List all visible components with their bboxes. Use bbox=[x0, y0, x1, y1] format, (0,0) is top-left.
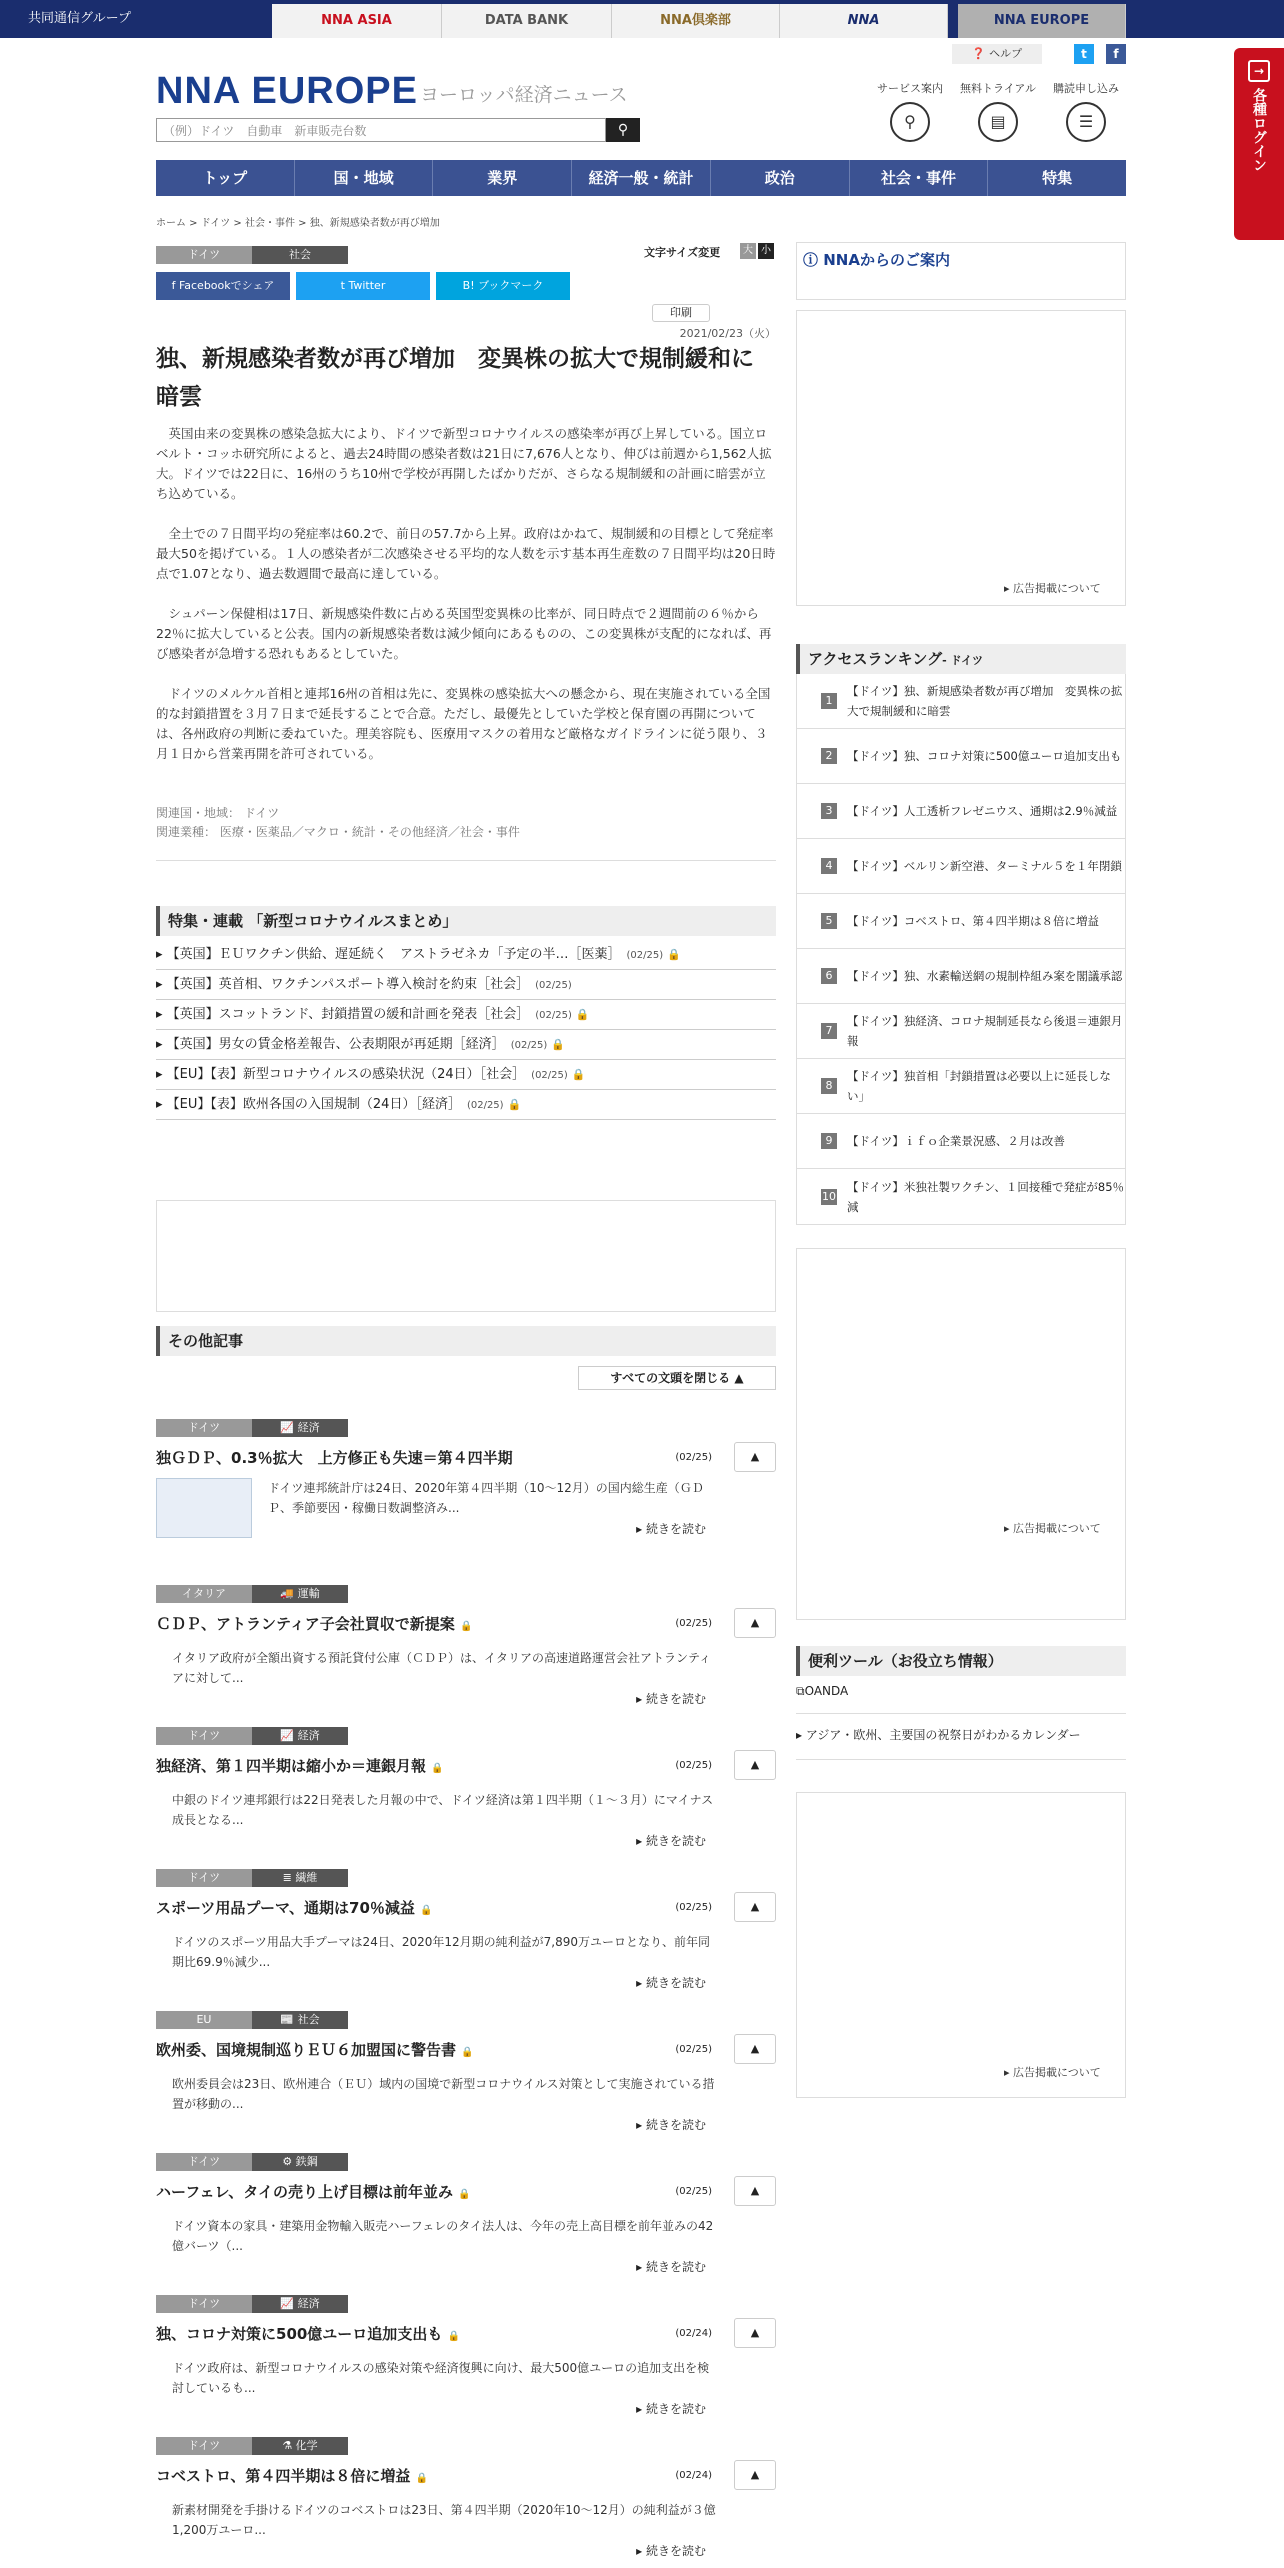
section-label: 経済 bbox=[297, 2297, 320, 2310]
ranking-item[interactable] bbox=[797, 1114, 1125, 1169]
article-card-title-text: スポーツ用品プーマ、通期は70％減益 bbox=[156, 1898, 415, 1917]
read-more-label: 続きを読む bbox=[645, 2402, 706, 2416]
subscribe-label: 購読申し込み bbox=[1053, 82, 1119, 95]
info-box bbox=[796, 242, 1126, 300]
caret-up-icon: ▲ bbox=[734, 1371, 744, 1385]
special-list bbox=[156, 940, 776, 1120]
ranking-number: 2 bbox=[821, 748, 837, 764]
lock-icon: 🔒 bbox=[447, 2330, 461, 2342]
ranking-subheading: - ドイツ bbox=[942, 654, 983, 667]
article-card-title[interactable] bbox=[156, 1755, 668, 1776]
info-icon: ⓘ bbox=[803, 251, 824, 269]
facebook-icon: f bbox=[171, 279, 179, 292]
ranking-item[interactable] bbox=[797, 894, 1125, 949]
section-label: 社会 bbox=[297, 2013, 320, 2026]
article-card-title[interactable] bbox=[156, 1897, 668, 1918]
external-link-icon: ⧉ bbox=[796, 1684, 805, 1698]
section-label: 経済 bbox=[297, 1421, 320, 1434]
article-card-title[interactable] bbox=[156, 2465, 668, 2486]
lock-icon: 🔒 bbox=[415, 2472, 429, 2484]
nav-society[interactable]: 社会・事件 bbox=[850, 160, 989, 196]
help-label: ヘルプ bbox=[989, 47, 1023, 60]
ranking-item[interactable] bbox=[797, 1169, 1125, 1224]
special-item-title: 【英国】スコットランド、封鎖措置の緩和計画を発表［社会］ bbox=[166, 1007, 530, 1022]
read-more-label: 続きを読む bbox=[645, 1976, 706, 1990]
tool-label: OANDA bbox=[804, 1684, 849, 1698]
lock-icon: 🔒 bbox=[667, 948, 681, 961]
article-tags bbox=[156, 243, 348, 264]
bookmark-icon: B! bbox=[462, 279, 479, 292]
free-trial-link[interactable] bbox=[958, 80, 1038, 142]
nav-economy[interactable]: 経済一般・統計 bbox=[572, 160, 711, 196]
ranking-number: 8 bbox=[821, 1078, 837, 1094]
special-item-date: (02/25) bbox=[531, 1070, 568, 1081]
nav-top[interactable]: トップ bbox=[156, 160, 295, 196]
newspaper-icon: 📰 bbox=[280, 2013, 298, 2026]
group-label: 共同通信グループ bbox=[28, 11, 131, 26]
ranking-number: 4 bbox=[821, 858, 837, 874]
section-tag[interactable] bbox=[252, 2437, 348, 2455]
twitter-icon: t bbox=[340, 279, 349, 292]
font-size-label: 文字サイズ変更 bbox=[644, 246, 721, 259]
article-card bbox=[156, 1416, 776, 1538]
special-item-title: 【英国】ＥＵワクチン供給、遅延続く アストラゼネカ「予定の半…［医薬］ bbox=[166, 947, 621, 962]
article-card bbox=[156, 2150, 776, 2275]
service-info-link[interactable] bbox=[870, 80, 950, 142]
article-card-excerpt: ドイツのスポーツ用品大手プーマは24日、2020年12月期の純利益が7,890万ユーロとなり、前年同期比69.9％減少... bbox=[172, 1935, 710, 1969]
ranking-title: 【ドイツ】ｉｆｏ企業景況感、２月は改善 bbox=[847, 1134, 1065, 1148]
section-tag[interactable] bbox=[252, 1585, 348, 1603]
read-more-link[interactable]: ▸ 続きを読む bbox=[636, 1522, 706, 1536]
subscribe-link[interactable] bbox=[1046, 80, 1126, 142]
country-tag[interactable]: イタリア bbox=[156, 1585, 252, 1603]
close-all-button[interactable] bbox=[578, 1366, 776, 1390]
section-tag[interactable]: 社会 bbox=[252, 246, 348, 264]
tab-nna[interactable]: NNA bbox=[780, 4, 948, 38]
ranking-item[interactable] bbox=[797, 729, 1125, 784]
ranking-list bbox=[796, 674, 1126, 1225]
others-heading: その他記事 bbox=[156, 1326, 776, 1356]
country-tag[interactable]: ドイツ bbox=[156, 2437, 252, 2455]
facebook-share-button[interactable] bbox=[156, 272, 290, 300]
special-item-date: (02/25) bbox=[535, 1010, 572, 1021]
login-tab[interactable] bbox=[1234, 48, 1284, 240]
collapse-button[interactable]: ▲ bbox=[734, 1608, 776, 1638]
article-card-date: (02/25) bbox=[675, 2185, 712, 2197]
article-card-title-text: 欧州委、国境規制巡りＥＵ６加盟国に警告書 bbox=[156, 2040, 457, 2059]
special-item-date: (02/25) bbox=[466, 1100, 504, 1111]
article-paragraph: ドイツのメルケル首相と連邦16州の首相は先に、変異株の感染拡大への懸念から、現在実施されている全国的な封鎖措置を３月７日まで延長することで合意。ただし、最優先としていた学校と保育園の再開については、各州政府の判断に委ねていた。理美容院も、医療用マスクの着用など厳格なガイドラインに従う限り、３月１日から営業再開を許可されている。 bbox=[156, 686, 771, 761]
article-card-title[interactable] bbox=[156, 1613, 668, 1634]
ranking-title: 【ドイツ】独、コロナ対策に500億ユーロ追加支出も bbox=[847, 749, 1122, 763]
breadcrumb: ホーム > ドイツ > 社会・事件 > 独、新規感染者数が再び増加 bbox=[156, 218, 440, 229]
ad-note-label: 広告掲載について bbox=[1013, 1522, 1101, 1535]
fb-share-label: Facebookでシェア bbox=[178, 279, 275, 292]
question-icon: ❓ bbox=[971, 47, 986, 60]
login-label: 各種ログイン bbox=[1251, 88, 1267, 172]
breadcrumb-section[interactable]: 社会・事件 bbox=[245, 218, 295, 229]
flask-icon: ⚗ bbox=[282, 2439, 296, 2452]
gear-icon: ⚙ bbox=[282, 2155, 296, 2168]
article-card-date: (02/25) bbox=[675, 2043, 712, 2055]
lock-icon: 🔒 bbox=[458, 2188, 471, 2200]
special-item[interactable]: ▸ 【英国】ＥＵワクチン供給、遅延続く アストラゼネカ「予定の半…［医薬］ (02/25) 🔒 bbox=[156, 940, 776, 970]
article-date: 2021/02/23（火） bbox=[679, 327, 776, 340]
truck-icon: 🚚 bbox=[280, 1587, 298, 1600]
article-paragraph: 英国由来の変異株の感染急拡大により、ドイツで新型コロナウイルスの感染率が再び上昇している。国立ロベルト・コッホ研究所によると、過去24時間の感染者数は21日に7,676人となり、伸びは前週から1,562人拡大。ドイツでは22日に、16州のうち10州で学校が再開したばかりだが、さらなる規制緩和の計画に暗雲が立ち込めている。 bbox=[156, 426, 772, 501]
breadcrumb-current: 独、新規感染者数が再び増加 bbox=[309, 218, 440, 229]
country-tag[interactable]: ドイツ bbox=[156, 1869, 252, 1887]
ranking-item[interactable] bbox=[797, 949, 1125, 1004]
section-tag[interactable] bbox=[252, 1869, 348, 1887]
read-more-link[interactable]: ▸ 続きを読む bbox=[636, 2118, 706, 2132]
read-more-link[interactable]: ▸ 続きを読む bbox=[636, 2260, 706, 2274]
lock-icon: 🔒 bbox=[551, 1038, 566, 1051]
ranking-title: 【ドイツ】ベルリン新空港、ターミナル５を１年閉鎖 bbox=[847, 859, 1122, 873]
tab-nna-asia[interactable]: NNA ASIA bbox=[272, 4, 442, 38]
nav-politics[interactable]: 政治 bbox=[711, 160, 850, 196]
read-more-link[interactable]: ▸ 続きを読む bbox=[636, 1692, 706, 1706]
twitter-share-button[interactable] bbox=[296, 272, 430, 300]
chart-icon: 📈 bbox=[280, 2297, 298, 2310]
read-more-link[interactable]: ▸ 続きを読む bbox=[636, 2544, 706, 2558]
country-tag[interactable]: ドイツ bbox=[156, 246, 252, 264]
special-item-date: (02/25) bbox=[535, 980, 572, 991]
site-subtitle: ヨーロッパ経済ニュース bbox=[420, 84, 628, 106]
special-item[interactable]: ▸ 【英国】スコットランド、封鎖措置の緩和計画を発表［社会］ (02/25) 🔒 bbox=[156, 1000, 776, 1030]
special-item-title: 【英国】英首相、ワクチンパスポート導入検討を約束［社会］ bbox=[166, 977, 530, 992]
country-tag[interactable]: ドイツ bbox=[156, 2153, 252, 2171]
special-item[interactable]: ▸ 【英国】英首相、ワクチンパスポート導入検討を約束［社会］ (02/25) bbox=[156, 970, 776, 1000]
print-button[interactable]: 印刷 bbox=[652, 304, 710, 322]
article-card-title-text: ハーフェレ、タイの売り上げ目標は前年並み bbox=[156, 2182, 454, 2201]
ranking-item[interactable] bbox=[797, 1004, 1125, 1059]
tab-data-bank[interactable]: DATA BANK bbox=[442, 4, 612, 38]
article-card-title[interactable] bbox=[156, 2039, 668, 2060]
article-card-date: (02/25) bbox=[675, 1617, 712, 1629]
hatena-bookmark-button[interactable] bbox=[436, 272, 570, 300]
search-input[interactable]: （例）ドイツ 自動車 新車販売台数 bbox=[156, 118, 606, 142]
tab-nna-club[interactable]: NNA倶楽部 bbox=[612, 4, 780, 38]
search-button[interactable] bbox=[606, 118, 640, 142]
read-more-link[interactable]: ▸ 続きを読む bbox=[636, 1976, 706, 1990]
read-more-label: 続きを読む bbox=[645, 2260, 706, 2274]
search-icon: ⚲ bbox=[617, 122, 629, 138]
ranking-heading-text: アクセスランキング bbox=[808, 650, 943, 668]
article-thumbnail[interactable] bbox=[156, 1478, 252, 1538]
service-label: サービス案内 bbox=[877, 82, 943, 95]
ranking-number: 9 bbox=[821, 1133, 837, 1149]
login-icon: → bbox=[1248, 60, 1270, 82]
article-card-date: (02/25) bbox=[675, 1451, 712, 1463]
article-card-excerpt: ドイツ資本の家具・建築用金物輸入販売ハーフェレのタイ法人は、今年の売上高目標を前年並みの42億バーツ（... bbox=[172, 2219, 714, 2253]
country-tag[interactable]: ドイツ bbox=[156, 2295, 252, 2313]
site-logo[interactable]: NNA EUROPE bbox=[156, 70, 418, 112]
lock-icon: 🔒 bbox=[431, 1762, 444, 1774]
chart-icon: 📈 bbox=[280, 1421, 298, 1434]
tool-label: アジア・欧州、主要国の祝祭日がわかるカレンダー bbox=[805, 1728, 1081, 1742]
related-region[interactable]: 関連国・地域： ドイツ bbox=[156, 806, 280, 820]
spool-icon: ≣ bbox=[282, 1871, 296, 1884]
ad-box[interactable] bbox=[796, 1248, 1126, 1620]
country-tag[interactable]: ドイツ bbox=[156, 1419, 252, 1437]
lock-icon: 🔒 bbox=[571, 1068, 586, 1081]
article-card bbox=[156, 2434, 776, 2559]
ranking-title: 【ドイツ】独、新規感染者数が再び増加 変異株の拡大で規制緩和に暗雲 bbox=[847, 684, 1123, 718]
article-paragraph: シュパーン保健相は17日、新規感染件数に占める英国型変異株の比率が、同日時点で２週間前の６％から22％に拡大していると公表。国内の新規感染者数は減少傾向にあるものの、この変異株が支配的になれば、再び感染者が急増する恐れもあるとしていた。 bbox=[156, 606, 772, 661]
article-card-title-text: 独、コロナ対策に500億ユーロ追加支出も bbox=[156, 2324, 443, 2343]
chart-icon: 📈 bbox=[280, 1729, 298, 1742]
article-card-excerpt: ドイツ政府は、新型コロナウイルスの感染対策や経済復興に向け、最大500億ユーロの追加支出を検討しているも... bbox=[172, 2361, 710, 2395]
ranking-number: 6 bbox=[821, 968, 837, 984]
article-card-title[interactable] bbox=[156, 2323, 668, 2344]
section-tag[interactable] bbox=[252, 2153, 348, 2171]
nav-industry[interactable]: 業界 bbox=[433, 160, 572, 196]
ad-box[interactable] bbox=[796, 310, 1126, 606]
collapse-button[interactable]: ▲ bbox=[734, 1892, 776, 1922]
main-nav bbox=[156, 160, 1126, 196]
tw-share-label: Twitter bbox=[348, 279, 386, 292]
ad-note-link[interactable]: ▸ 広告掲載について bbox=[1004, 1522, 1101, 1535]
country-tag[interactable]: EU bbox=[156, 2011, 252, 2029]
ranking-number: 10 bbox=[822, 1189, 836, 1203]
article-card bbox=[156, 1582, 776, 1707]
article-card-excerpt: 欧州委員会は23日、欧州連合（ＥＵ）域内の国境で新型コロナウイルス対策として実施されている措置が移動の... bbox=[172, 2077, 715, 2111]
tab-nna-europe[interactable]: NNA EUROPE bbox=[958, 4, 1126, 38]
read-more-label: 続きを読む bbox=[645, 1834, 706, 1848]
nav-features[interactable]: 特集 bbox=[1042, 169, 1073, 187]
section-label: 繊維 bbox=[295, 1871, 318, 1884]
ad-box[interactable] bbox=[796, 1792, 1126, 2098]
collapse-button[interactable]: ▲ bbox=[734, 2176, 776, 2206]
ranking-title: 【ドイツ】独、水素輸送網の規制枠組み案を閣議承認 bbox=[847, 969, 1123, 983]
collapse-button[interactable]: ▲ bbox=[734, 1750, 776, 1780]
ranking-title: 【ドイツ】人工透析フレゼニウス、通期は2.9％減益 bbox=[847, 804, 1118, 818]
tool-link-oanda[interactable] bbox=[796, 1684, 1126, 1714]
read-more-link[interactable]: ▸ 続きを読む bbox=[636, 1834, 706, 1848]
article-paragraph: 全土での７日間平均の発症率は60.2で、前日の57.7から上昇。政府はかねて、規制緩和の目標として発症率最大50を掲げている。１人の感染者が二次感染させる平均的な人数を示す基本再生産数の７日間平均は20日時点で1.07となり、過去数週間で最高に達している。 bbox=[156, 526, 776, 581]
ranking-title: 【ドイツ】コベストロ、第４四半期は８倍に増益 bbox=[847, 914, 1099, 928]
article-card-date: (02/25) bbox=[675, 1759, 712, 1771]
article-card-date: (02/24) bbox=[675, 2469, 712, 2481]
special-item[interactable]: ▸ 【EU】【表】新型コロナウイルスの感染状況（24日）［社会］ (02/25) 🔒 bbox=[156, 1060, 776, 1090]
ranking-title: 【ドイツ】独経済、コロナ規制延長なら後退＝連銀月報 bbox=[847, 1014, 1123, 1048]
article-card bbox=[156, 1724, 776, 1849]
ranking-item[interactable] bbox=[797, 674, 1125, 729]
read-more-label: 続きを読む bbox=[645, 2118, 706, 2132]
article-card-excerpt: イタリア政府が全額出資する預託貸付公庫（ＣＤＰ）は、イタリアの高速道路運営会社アトランティアに対して... bbox=[172, 1651, 712, 1685]
close-all-label: すべての文頭を閉じる bbox=[610, 1371, 731, 1385]
article-card-title[interactable]: 独ＧＤＰ、0.3％拡大 上方修正も失速＝第４四半期 bbox=[156, 1448, 513, 1467]
read-more-link[interactable]: ▸ 続きを読む bbox=[636, 2402, 706, 2416]
related-industry[interactable]: 関連業種： 医療・医薬品／マクロ・統計・その他経済／社会・事件 bbox=[156, 825, 520, 839]
book-icon: ▤ bbox=[978, 102, 1018, 142]
article-card-date: (02/25) bbox=[675, 1901, 712, 1913]
article-card bbox=[156, 2008, 776, 2133]
info-heading[interactable]: NNAからのご案内 bbox=[823, 251, 950, 269]
ad-note-label: 広告掲載について bbox=[1013, 582, 1101, 595]
ad-banner[interactable] bbox=[156, 1200, 776, 1312]
article-title: 独、新規感染者数が再び増加 変異株の拡大で規制緩和に暗雲 bbox=[156, 346, 754, 410]
lock-icon: 🔒 bbox=[460, 1620, 473, 1632]
divider bbox=[156, 860, 776, 861]
read-more-label: 続きを読む bbox=[645, 1522, 706, 1536]
ad-note-link[interactable]: ▸ 広告掲載について bbox=[1004, 2066, 1101, 2079]
read-more-label: 続きを読む bbox=[645, 2544, 706, 2558]
special-item[interactable]: ▸ 【英国】男女の賃金格差報告、公表期限が再延期［経済］ (02/25) 🔒 bbox=[156, 1030, 776, 1060]
group-topbar bbox=[0, 0, 1284, 38]
help-link[interactable] bbox=[952, 44, 1042, 64]
read-more-label: 続きを読む bbox=[645, 1692, 706, 1706]
trial-label: 無料トライアル bbox=[960, 82, 1036, 95]
ad-note-link[interactable]: ▸ 広告掲載について bbox=[1004, 582, 1101, 595]
special-heading: 特集・連載 「新型コロナウイルスまとめ」 bbox=[156, 906, 776, 936]
article-card bbox=[156, 1866, 776, 1991]
collapse-button[interactable]: ▲ bbox=[734, 2034, 776, 2064]
ranking-title: 【ドイツ】独首相「封鎖措置は必要以上に延長しない」 bbox=[847, 1069, 1111, 1103]
ranking-item[interactable] bbox=[797, 1059, 1125, 1114]
special-item-title: 【EU】【表】欧州各国の入国規制（24日）［経済］ bbox=[166, 1097, 461, 1112]
section-label: 運輸 bbox=[297, 1587, 320, 1600]
ranking-number: 3 bbox=[821, 803, 837, 819]
ranking-item[interactable] bbox=[797, 784, 1125, 839]
article-card-title[interactable] bbox=[156, 2181, 668, 2202]
section-tag[interactable] bbox=[252, 1727, 348, 1745]
ad-note-label: 広告掲載について bbox=[1013, 2066, 1101, 2079]
section-tag[interactable] bbox=[252, 2295, 348, 2313]
tool-link-calendar[interactable]: ▸ アジア・欧州、主要国の祝祭日がわかるカレンダー bbox=[796, 1726, 1126, 1760]
font-small-button[interactable]: 小 bbox=[758, 243, 774, 259]
hb-label: ブックマーク bbox=[478, 279, 544, 292]
special-item-date: (02/25) bbox=[626, 950, 664, 961]
special-item-date: (02/25) bbox=[510, 1040, 548, 1051]
special-item[interactable]: ▸ 【EU】【表】欧州各国の入国規制（24日）［経済］ (02/25) 🔒 bbox=[156, 1090, 776, 1120]
form-icon: ☰ bbox=[1066, 102, 1106, 142]
section-tag[interactable] bbox=[252, 2011, 348, 2029]
lock-icon: 🔒 bbox=[420, 1904, 433, 1916]
lock-icon: 🔒 bbox=[575, 1008, 590, 1021]
breadcrumb-home[interactable]: ホーム bbox=[156, 218, 186, 229]
ranking-number: 5 bbox=[821, 913, 837, 929]
section-label: 経済 bbox=[297, 1729, 320, 1742]
collapse-button[interactable]: ▲ bbox=[734, 2318, 776, 2348]
article-card-title-text: ＣＤＰ、アトランティア子会社買収で新提案 bbox=[156, 1614, 455, 1633]
ranking-number: 7 bbox=[821, 1023, 837, 1039]
nav-region[interactable]: 国・地域 bbox=[295, 160, 434, 196]
tools-heading: 便利ツール（お役立ち情報） bbox=[796, 1646, 1126, 1676]
section-label: 化学 bbox=[295, 2439, 318, 2452]
article-card-title-text: コベストロ、第４四半期は８倍に増益 bbox=[156, 2466, 411, 2485]
special-item-title: 【英国】男女の賃金格差報告、公表期限が再延期［経済］ bbox=[166, 1037, 505, 1052]
font-large-button[interactable]: 大 bbox=[740, 243, 756, 259]
lock-icon: 🔒 bbox=[507, 1098, 522, 1111]
ranking-number: 1 bbox=[821, 693, 837, 709]
article-card-title-text: 独経済、第１四半期は縮小か＝連銀月報 bbox=[156, 1756, 427, 1775]
collapse-button[interactable]: ▲ bbox=[734, 2460, 776, 2490]
article-card-excerpt: ドイツ連邦統計庁は24日、2020年第４四半期（10～12月）の国内総生産（ＧＤＰ、季節要因・稼働日数調整済み... bbox=[268, 1481, 704, 1515]
section-tag[interactable] bbox=[252, 1419, 348, 1437]
section-label: 鉄鋼 bbox=[295, 2155, 318, 2168]
twitter-icon[interactable]: t bbox=[1074, 44, 1094, 64]
article-card bbox=[156, 2292, 776, 2417]
collapse-button[interactable]: ▲ bbox=[734, 1442, 776, 1472]
pin-icon: ⚲ bbox=[890, 102, 930, 142]
breadcrumb-country[interactable]: ドイツ bbox=[200, 218, 231, 229]
facebook-icon[interactable]: f bbox=[1106, 44, 1126, 64]
article-card-excerpt: 中銀のドイツ連邦銀行は22日発表した月報の中で、ドイツ経済は第１四半期（１～３月）にマイナス成長となる... bbox=[172, 1793, 714, 1827]
article-card-date: (02/24) bbox=[675, 2327, 712, 2339]
special-item-title: 【EU】【表】新型コロナウイルスの感染状況（24日）［社会］ bbox=[166, 1067, 526, 1082]
ranking-title: 【ドイツ】米独社製ワクチン、１回接種で発症が85％減 bbox=[847, 1179, 1125, 1214]
ranking-item[interactable] bbox=[797, 839, 1125, 894]
ranking-heading bbox=[796, 644, 1126, 674]
country-tag[interactable]: ドイツ bbox=[156, 1727, 252, 1745]
article-card-excerpt: 新素材開発を手掛けるドイツのコベストロは23日、第４四半期（2020年10～12月）の純利益が３億1,200万ユーロ... bbox=[172, 2503, 716, 2537]
lock-icon: 🔒 bbox=[461, 2046, 474, 2058]
